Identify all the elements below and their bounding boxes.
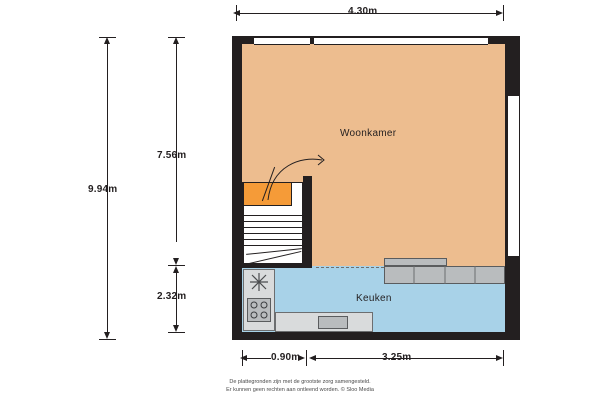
tick-top-left [236,5,237,21]
stair-step [244,227,302,228]
arrow-up-lower [173,266,179,273]
tick-total-bottom [99,339,116,340]
window-top-center [314,37,488,45]
doorway-kitchen [316,267,384,268]
wall-left [232,36,242,340]
sink-icon [249,272,269,292]
tick-top-right [503,5,504,21]
stove-burners-icon [247,298,271,322]
arrow-down-upper [173,258,179,265]
arrow-right-top [496,10,503,16]
room-label-kitchen: Keuken [356,293,392,304]
dimension-line-upper-height [176,44,177,242]
disclaimer-line-1: De plattegronden zijn met de grootste zorg samengesteld. [229,379,371,385]
stair-step [244,239,302,240]
dimension-label-total-height: 9.94m [88,184,118,195]
dimension-label-upper-height: 7.56m [157,150,187,161]
stair-step [244,233,302,234]
stair-step [244,245,302,246]
cabinet-divider-icon [384,266,505,284]
tick-bottom-left-2 [306,350,307,366]
disclaimer [0,378,600,394]
stair-step [244,215,302,216]
arrow-right-bottom-right [496,355,503,361]
living-room-cabinet-top [384,258,447,266]
dimension-label-lower-height: 2.32m [157,291,187,302]
window-right [507,96,520,256]
wall-divider-left [242,263,312,268]
tick-bottom-left-1 [242,350,243,366]
tick-lower-bottom [168,332,185,333]
stair-step [244,221,302,222]
kitchen-appliance [318,316,348,329]
arrow-down-total [104,332,110,339]
arrow-up-upper [173,37,179,44]
room-label-living-room: Woonkamer [340,128,397,139]
dimension-label-bottom-right: 3.25m [382,352,412,363]
dimension-label-bottom-left: 0.90m [271,352,301,363]
dimension-line-bottom-left [246,358,271,359]
tick-bottom-right [503,350,504,366]
arrow-up-total [104,37,110,44]
stair-direction-arc [266,154,324,202]
wall-bottom [232,332,520,340]
arrow-left-bottom-right [309,355,316,361]
dimension-label-top-width: 4.30m [348,6,378,17]
window-top-left [254,37,310,45]
tick-upper-top [168,37,185,38]
disclaimer-line-2: Er kunnen geen rechten aan ontleend worden. © Sloo Media [226,387,374,393]
tick-total-top [99,37,116,38]
floorplan-body [232,36,520,340]
arrow-down-lower [173,325,179,332]
